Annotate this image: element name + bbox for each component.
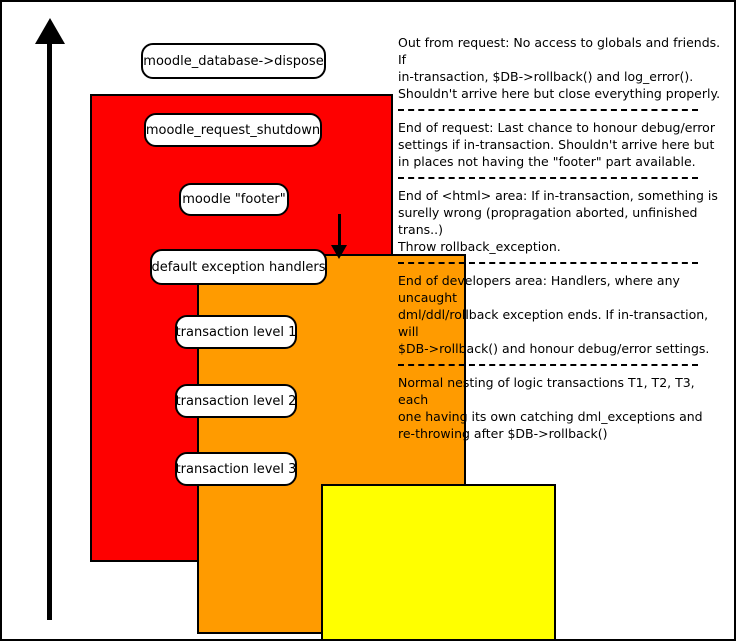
note-line: re-throwing after $DB->rollback() [398, 426, 608, 441]
note-line: Shouldn't arrive here but close everything properly. [398, 86, 721, 101]
note-line: End of request: Last chance to honour debug/error [398, 120, 715, 135]
box-label: moodle "footer" [182, 192, 286, 207]
box-default-exception-handlers [150, 249, 327, 285]
note-divider [398, 262, 698, 264]
box-transaction-level-2 [175, 384, 297, 418]
arrow-down-icon [331, 245, 347, 259]
box-label: default exception handlers [151, 259, 326, 275]
flow-arrow-shaft [47, 40, 52, 620]
box-moodle-request-shutdown [144, 113, 322, 147]
box-transaction-level-3 [175, 452, 297, 486]
box-moodle-database-dispose [141, 43, 326, 79]
note-line: Throw rollback_exception. [398, 239, 561, 254]
note-handlers [398, 272, 728, 357]
box-label: transaction level 1 [175, 324, 297, 340]
note-line: settings if in-transaction. Shouldn't arrive here but [398, 137, 715, 152]
note-line: End of developers area: Handlers, where any uncaught [398, 273, 680, 305]
note-line: Normal nesting of logic transactions T1, T2, T3, each [398, 375, 695, 407]
box-label: moodle_request_shutdown [145, 122, 321, 138]
note-line: Out from request: No access to globals and friends. If [398, 35, 721, 67]
note-dispose [398, 34, 728, 102]
layer-yellow [321, 484, 556, 641]
note-shutdown [398, 119, 728, 170]
note-line: surelly wrong (propragation aborted, unfinished trans..) [398, 205, 698, 237]
box-label: transaction level 2 [175, 393, 297, 409]
note-line: one having its own catching dml_exceptions and [398, 409, 703, 424]
note-line: $DB->rollback() and honour debug/error settings. [398, 341, 710, 356]
note-footer [398, 187, 728, 255]
note-transactions [398, 374, 728, 442]
note-line: in-transaction, $DB->rollback() and log_error(). [398, 69, 694, 84]
notes-column [398, 34, 728, 442]
note-line: dml/ddl/rollback exception ends. If in-transaction, will [398, 307, 709, 339]
note-line: in places not having the "footer" part available. [398, 154, 696, 169]
note-divider [398, 177, 698, 179]
note-line: End of <html> area: If in-transaction, something is [398, 188, 718, 203]
box-transaction-level-1 [175, 315, 297, 349]
note-divider [398, 109, 698, 111]
box-label: transaction level 3 [175, 461, 297, 477]
box-label: moodle_database->dispose [143, 53, 324, 69]
note-divider [398, 364, 698, 366]
box-moodle-footer [179, 183, 289, 216]
